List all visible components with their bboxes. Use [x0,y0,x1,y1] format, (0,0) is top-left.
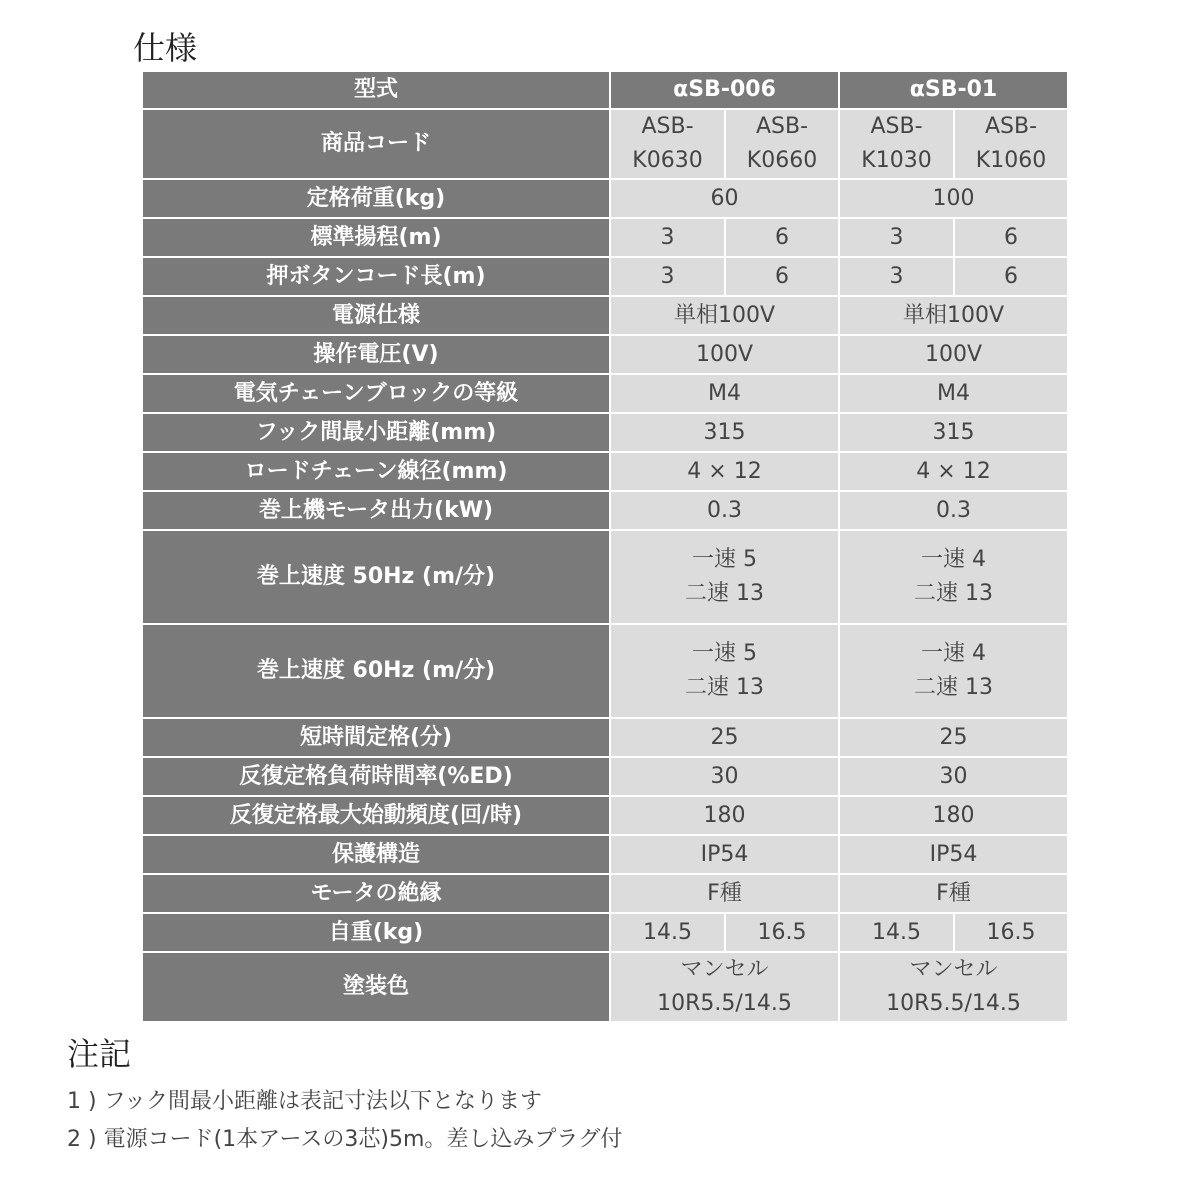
value-cell: 100 [839,179,1068,218]
value-cell: 315 [839,413,1068,452]
table-header-row [142,71,1068,109]
value-cell: M4 [610,374,839,413]
row-label: 保護構造 [142,835,610,874]
value-cell: 16.5 [954,913,1068,952]
table-row [142,624,1068,718]
product-code-cell: ASB- K1030 [839,109,954,179]
value-cell: 25 [839,718,1068,757]
value-cell: IP54 [610,835,839,874]
row-label: フック間最小距離(mm) [142,413,610,452]
product-code-cell: ASB- K1060 [954,109,1068,179]
value-cell: マンセル 10R5.5/14.5 [839,952,1068,1022]
value-cell: 一速 4 二速 13 [839,624,1068,718]
row-label: 自重(kg) [142,913,610,952]
value-cell: 30 [839,757,1068,796]
table-row [142,835,1068,874]
row-label: 定格荷重(kg) [142,179,610,218]
product-code-cell: ASB- K0660 [725,109,839,179]
row-label: 反復定格負荷時間率(%ED) [142,757,610,796]
value-cell: 6 [954,257,1068,296]
value-cell: F種 [610,874,839,913]
table-row [142,952,1068,1022]
value-cell: 100V [839,335,1068,374]
value-cell: M4 [839,374,1068,413]
value-cell: 3 [610,218,725,257]
note-item: 1 ) フック間最小距離は表記寸法以下となります [67,1089,543,1114]
value-cell: 60 [610,179,839,218]
value-cell: 4 × 12 [610,452,839,491]
table-row [142,296,1068,335]
row-label: 標準揚程(m) [142,218,610,257]
value-cell: 100V [610,335,839,374]
row-label: 巻上速度 60Hz (m/分) [142,624,610,718]
value-cell: 14.5 [839,913,954,952]
table-row [142,335,1068,374]
row-label: 電源仕様 [142,296,610,335]
note-item: 2 ) 電源コード(1本アースの3芯)5m。差し込みプラグ付 [67,1127,623,1152]
model-header-b: αSB-01 [839,71,1068,109]
row-label: 短時間定格(分) [142,718,610,757]
table-row [142,109,1068,179]
table-row [142,413,1068,452]
value-cell: F種 [839,874,1068,913]
value-cell: 一速 5 二速 13 [610,530,839,624]
value-cell: 14.5 [610,913,725,952]
value-cell: 4 × 12 [839,452,1068,491]
value-cell: 3 [839,257,954,296]
table-row [142,452,1068,491]
row-label: 巻上機モータ出力(kW) [142,491,610,530]
row-label: 塗装色 [142,952,610,1022]
row-label: 商品コード [142,109,610,179]
table-row [142,913,1068,952]
spec-heading: 仕様 [133,29,198,67]
value-cell: 一速 5 二速 13 [610,624,839,718]
value-cell: 180 [610,796,839,835]
value-cell: 3 [610,257,725,296]
table-row [142,530,1068,624]
value-cell: 6 [954,218,1068,257]
row-label: 操作電圧(V) [142,335,610,374]
row-label: 押ボタンコード長(m) [142,257,610,296]
value-cell: 30 [610,757,839,796]
table-row [142,757,1068,796]
row-label: 巻上速度 50Hz (m/分) [142,530,610,624]
spec-table [141,70,1069,1023]
table-row [142,374,1068,413]
value-cell: 16.5 [725,913,839,952]
value-cell: 3 [839,218,954,257]
row-label: ロードチェーン線径(mm) [142,452,610,491]
table-row [142,218,1068,257]
table-row [142,796,1068,835]
value-cell: 0.3 [610,491,839,530]
value-cell: 6 [725,218,839,257]
value-cell: マンセル 10R5.5/14.5 [610,952,839,1022]
value-cell: 6 [725,257,839,296]
table-row [142,874,1068,913]
table-row [142,491,1068,530]
value-cell: 25 [610,718,839,757]
value-cell: IP54 [839,835,1068,874]
notes-heading: 注記 [67,1035,132,1073]
row-label: 電気チェーンブロックの等級 [142,374,610,413]
value-cell: 一速 4 二速 13 [839,530,1068,624]
model-header-a: αSB-006 [610,71,839,109]
table-row [142,257,1068,296]
value-cell: 315 [610,413,839,452]
model-header-label: 型式 [142,71,610,109]
table-row [142,179,1068,218]
value-cell: 単相100V [839,296,1068,335]
product-code-cell: ASB- K0630 [610,109,725,179]
value-cell: 180 [839,796,1068,835]
value-cell: 0.3 [839,491,1068,530]
row-label: モータの絶縁 [142,874,610,913]
table-row [142,718,1068,757]
row-label: 反復定格最大始動頻度(回/時) [142,796,610,835]
value-cell: 単相100V [610,296,839,335]
